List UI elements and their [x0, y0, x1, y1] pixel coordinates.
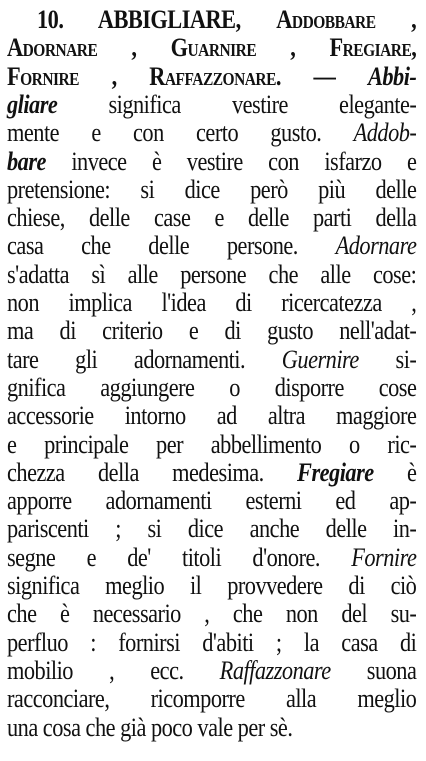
body-text: che è necessario , che non del su-	[7, 599, 417, 629]
body-text: segne e de' titoli d'onore.	[7, 542, 352, 572]
body-text: pariscenti ; si dice anche delle in-	[7, 514, 417, 544]
emphasized-term: Raffazzonare	[219, 655, 331, 685]
body-text: casa che delle persone.	[7, 231, 336, 261]
body-text: chiese, delle case e delle parti della	[7, 203, 417, 233]
emphasized-term: ,	[78, 61, 150, 91]
body-text: e principale per abbellimento o ric-	[7, 429, 417, 459]
emphasized-term: ABBIGLIARE	[97, 5, 236, 34]
emphasized-term: Addobbare	[276, 5, 376, 34]
body-text: una cosa che già poco vale per sè.	[7, 712, 293, 742]
body-text: mobilio , ecc.	[7, 655, 220, 685]
emphasized-term: Fregiare	[297, 457, 374, 487]
body-text: racconciare, ricomporre alla meglio	[7, 684, 417, 714]
body-text: si-	[358, 344, 417, 374]
emphasized-term: Abbi-	[367, 61, 417, 91]
body-text: gnifica aggiungere o disporre cose	[7, 372, 417, 402]
body-text: significa meglio il provvedere di ciò	[7, 571, 417, 600]
body-text: apporre adornamenti esterni ed ap-	[7, 486, 417, 516]
emphasized-term: gliare	[7, 89, 58, 119]
emphasized-term: Raffazzonare	[149, 61, 276, 91]
text-line-26	[7, 711, 360, 745]
body-text: è	[373, 457, 417, 487]
body-text: suona	[330, 655, 417, 685]
emphasized-term: Adornare	[335, 231, 417, 261]
emphasized-term: Fregiare	[329, 33, 412, 63]
emphasized-term: bare	[7, 146, 46, 176]
emphasized-term: ,	[256, 33, 330, 63]
emphasized-term: ,	[235, 5, 277, 34]
body-text: mente e con certo gusto.	[7, 118, 354, 148]
emphasized-term: ,	[97, 33, 171, 63]
emphasized-term: Fornire	[7, 61, 79, 91]
emphasized-term: Fornire	[351, 542, 417, 572]
emphasized-term: Guernire	[281, 344, 359, 374]
emphasized-term: . —	[275, 61, 368, 91]
body-text: invece è vestire con isfarzo e	[45, 146, 417, 176]
body-text: non implica l'idea di ricercatezza ,	[7, 288, 417, 317]
body-text: s'adatta sì alle persone che alle cose:	[7, 259, 417, 289]
body-text: perfluo : fornirsi d'abiti ; la casa di	[7, 627, 417, 657]
entry-number: 10.	[37, 5, 98, 34]
emphasized-term: Addob-	[353, 118, 417, 148]
body-text: tare gli adornamenti.	[7, 344, 282, 374]
body-text: accessorie intorno ad altra maggiore	[7, 401, 417, 431]
emphasized-term: ,	[375, 5, 417, 34]
body-text: ma di criterio e di gusto nell'adat-	[7, 316, 417, 346]
body-text: chezza della medesima.	[7, 457, 298, 487]
emphasized-term: Guarnire	[170, 33, 257, 63]
body-text: significa vestire elegante-	[57, 89, 417, 119]
body-text: pretensione: si dice però più delle	[7, 174, 417, 204]
emphasized-term: ,	[411, 33, 417, 63]
emphasized-term: Adornare	[7, 33, 98, 63]
